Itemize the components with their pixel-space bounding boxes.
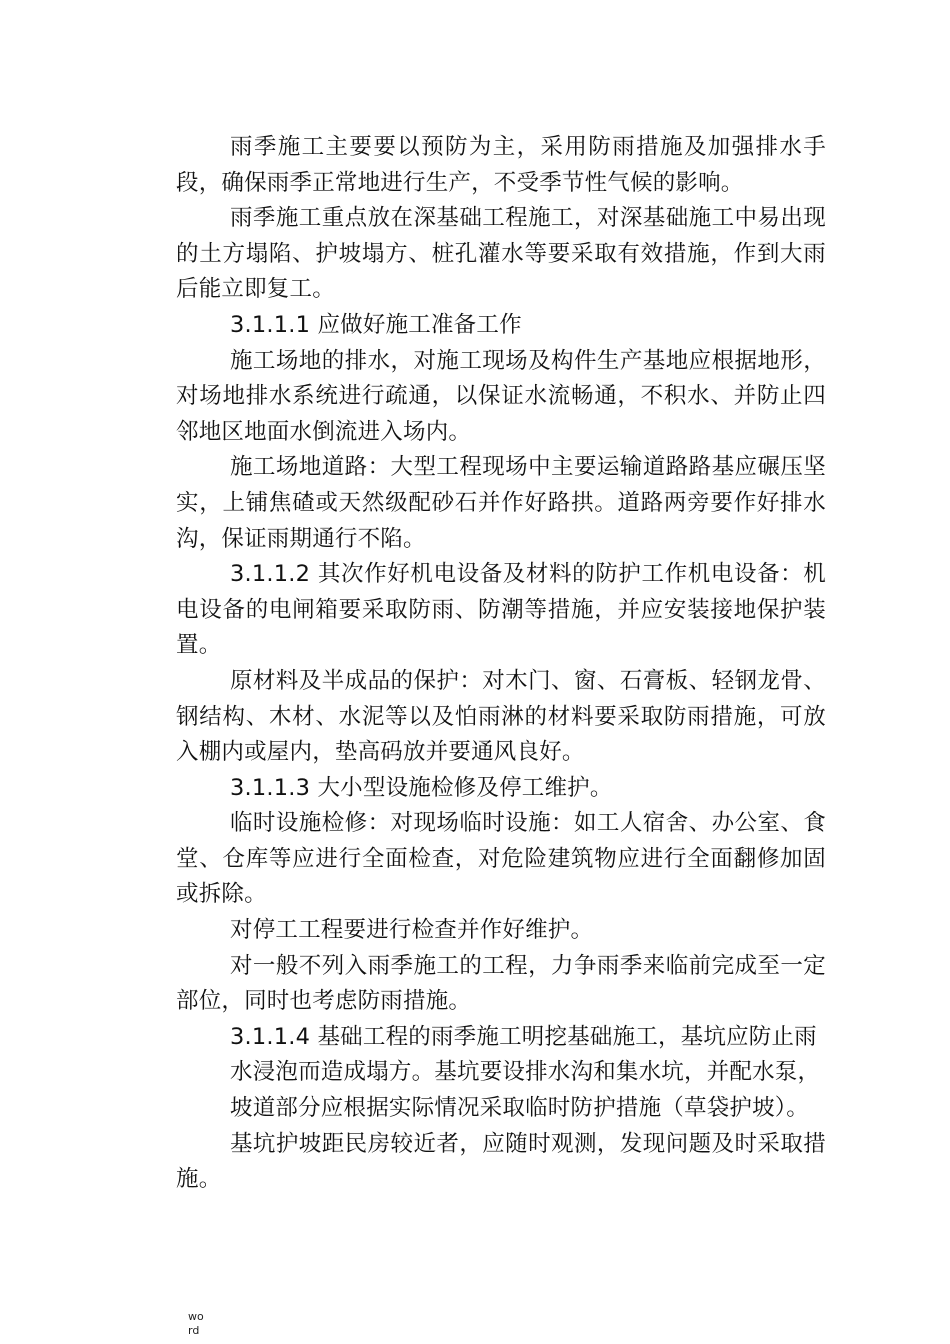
paragraph-material-protection: 原材料及半成品的保护：对木门、窗、石膏板、轻钢龙骨、钢结构、木材、水泥等以及怕雨淋的材料要采取防雨措施，可放入棚内或屋内，垫高码放并要通风良好。 — [176, 667, 826, 766]
foundation-line-3: 坡道部分应根据实际情况采取临时防护措施（草袋护坡）。 — [230, 1095, 809, 1122]
paragraph-site-drainage: 施工场地的排水，对施工现场及构件生产基地应根据地形，对场地排水系统进行疏通，以保证水流畅通，不积水、并防止四邻地区地面水倒流进入场内。 — [176, 347, 826, 445]
foundation-line-1: 3.1.1.4 基础工程的雨季施工明挖基础施工，基坑应防止雨 — [230, 1023, 817, 1050]
document-body — [176, 130, 826, 1198]
footer-watermark-text: word — [188, 1310, 204, 1337]
paragraph-3-1-1-2-equipment: 3.1.1.2 其次作好机电设备及材料的防护工作机电设备：机电设备的电闸箱要采取防雨、防潮等措施，并应安装接地保护装置。 — [176, 561, 826, 659]
paragraph-temporary-facilities: 临时设施检修：对现场临时设施：如工人宿舍、办公室、食堂、仓库等应进行全面检查，对危险建筑物应进行全面翻修加固或拆除。 — [176, 810, 826, 908]
paragraph-deep-foundation-focus: 雨季施工重点放在深基础工程施工，对深基础施工中易出现的土方塌陷、护坡塌方、桩孔灌水等要采取有效措施，作到大雨后能立即复工。 — [176, 205, 826, 303]
paragraph-slope-monitoring: 基坑护坡距民房较近者，应随时观测，发现问题及时采取措施。 — [176, 1130, 826, 1193]
foundation-line-2: 水浸泡而造成塌方。基坑要设排水沟和集水坑，并配水泵， — [230, 1059, 821, 1086]
paragraph-general-works: 对一般不列入雨季施工的工程，力争雨季来临前完成至一定部位，同时也考虑防雨措施。 — [176, 952, 826, 1015]
paragraph-rainy-season-principle: 雨季施工主要要以预防为主，采用防雨措施及加强排水手段，确保雨季正常地进行生产，不受季节性气候的影响。 — [176, 134, 826, 196]
paragraph-suspended-works: 对停工工程要进行检查并作好维护。 — [230, 917, 594, 944]
heading-3-1-1-3: 3.1.1.3 大小型设施检修及停工维护。 — [230, 774, 613, 801]
heading-3-1-1-1: 3.1.1.1 应做好施工准备工作 — [230, 311, 522, 338]
paragraph-site-roads: 施工场地道路：大型工程现场中主要运输道路路基应碾压坚实，上铺焦碴或天然级配砂石并作好路拱。道路两旁要作好排水沟，保证雨期通行不陷。 — [176, 454, 826, 552]
paragraph-3-1-1-4-foundation — [176, 1020, 826, 1127]
